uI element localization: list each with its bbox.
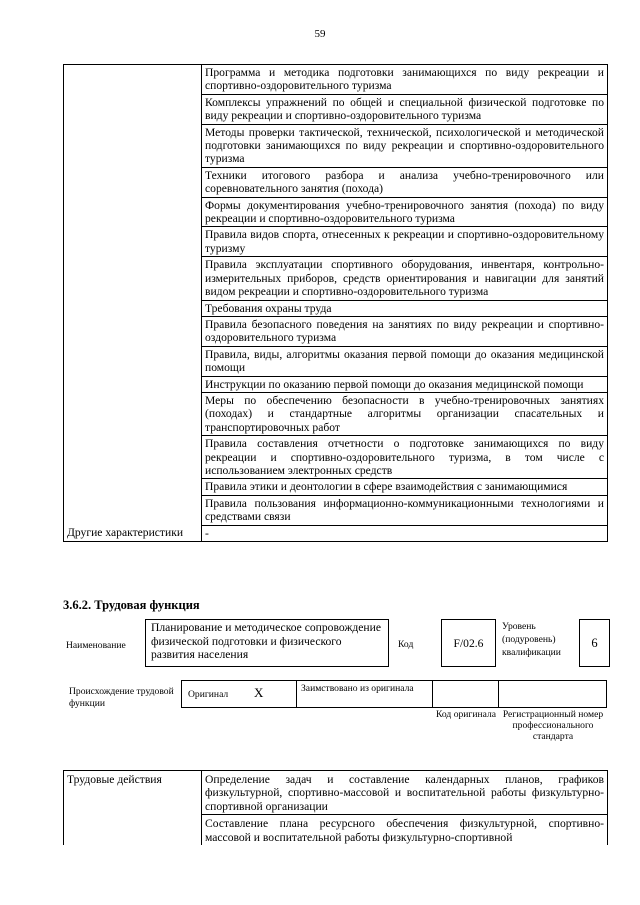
requirement-item: Формы документирования учебно-тренировочного занятия (похода) по виду рекреации и спортивно-оздоровительного туризма bbox=[202, 197, 608, 227]
reg-number-caption: Регистрационный номер профессионального стандарта bbox=[502, 709, 604, 742]
original-label: Оригинал bbox=[188, 689, 229, 700]
labor-actions-table bbox=[63, 770, 608, 845]
requirement-item: Правила эксплуатации спортивного оборудования, инвентаря, контрольно-измерительных приборов, средств ориентирования и навигации для занятий видом рекреации и спортивно-оздоровительного туризма bbox=[202, 257, 608, 300]
code-original-cell bbox=[432, 680, 499, 708]
name-label: Наименование bbox=[66, 640, 126, 651]
requirement-item: Инструкции по оказанию первой помощи до оказания медицинской помощи bbox=[202, 376, 608, 392]
requirement-row bbox=[64, 316, 608, 346]
level-label: Уровень (подуровень) квалификации bbox=[502, 621, 561, 658]
requirement-item: Правила, виды, алгоритмы оказания первой помощи до оказания медицинской помощи bbox=[202, 346, 608, 376]
requirement-category-cell bbox=[64, 479, 202, 495]
code-original-caption: Код оригинала bbox=[435, 709, 497, 720]
requirement-item: Правила безопасного поведения на занятиях по виду рекреации и спортивно-оздоровительного туризма bbox=[202, 316, 608, 346]
requirement-row bbox=[64, 257, 608, 300]
borrowed-cell bbox=[296, 680, 433, 708]
requirement-category-cell bbox=[64, 495, 202, 525]
requirement-row bbox=[64, 197, 608, 227]
other-characteristics-value: - bbox=[202, 525, 608, 541]
requirement-category-cell bbox=[64, 300, 202, 316]
requirement-item: Требования охраны труда bbox=[202, 300, 608, 316]
requirement-category-cell bbox=[64, 257, 202, 300]
requirement-category-cell bbox=[64, 316, 202, 346]
requirement-item: Правила видов спорта, отнесенных к рекреации и спортивно-оздоровительному туризму bbox=[202, 227, 608, 257]
requirement-item: Методы проверки тактической, технической, психологической и методической подготовки занимающихся по виду рекреации и спортивно-оздоровительного туризма bbox=[202, 124, 608, 167]
function-name-box: Планирование и методическое сопровождение физической подготовки и физического развития населения bbox=[145, 619, 389, 667]
origin-row bbox=[181, 680, 607, 708]
page-number: 59 bbox=[314, 28, 326, 40]
requirement-row bbox=[64, 65, 608, 95]
requirements-table bbox=[63, 64, 608, 542]
requirement-row bbox=[64, 227, 608, 257]
labor-action-row bbox=[64, 771, 608, 815]
requirement-row bbox=[64, 479, 608, 495]
requirement-row bbox=[64, 436, 608, 479]
requirement-category-cell bbox=[64, 167, 202, 197]
requirement-category-cell bbox=[64, 94, 202, 124]
requirement-category-cell bbox=[64, 227, 202, 257]
requirement-row bbox=[64, 346, 608, 376]
requirement-item: Меры по обеспечению безопасности в учебно-тренировочных занятиях (походах) и стандартные алгоритмы организации спасательных и транспортировочных работ bbox=[202, 392, 608, 435]
code-label: Код bbox=[398, 639, 414, 650]
requirement-row bbox=[64, 94, 608, 124]
requirement-row bbox=[64, 392, 608, 435]
requirement-item: Правила этики и деонтологии в сфере взаимодействия с занимающимися bbox=[202, 479, 608, 495]
requirement-row bbox=[64, 495, 608, 525]
requirement-category-cell bbox=[64, 65, 202, 95]
requirement-category-cell bbox=[64, 376, 202, 392]
requirement-category-cell bbox=[64, 124, 202, 167]
requirement-category-cell bbox=[64, 197, 202, 227]
labor-actions-label: Трудовые действия bbox=[64, 771, 202, 846]
requirement-item: Комплексы упражнений по общей и специальной физической подготовке по виду рекреации и спортивно-оздоровительного туризма bbox=[202, 94, 608, 124]
borrowed-label: Заимствовано из оригинала bbox=[301, 683, 414, 694]
requirement-row bbox=[64, 376, 608, 392]
requirement-item: Правила пользования информационно-коммуникационными технологиями и средствами связи bbox=[202, 495, 608, 525]
labor-action-item: Определение задач и составление календарных планов, графиков физкультурной, спортивно-массовой и воспитательной работы физкультурно-спортивной организации bbox=[202, 771, 608, 815]
other-characteristics-label: Другие характеристики bbox=[64, 525, 202, 541]
other-characteristics-row bbox=[64, 525, 608, 541]
requirement-item: Техники итогового разбора и анализа учебно-тренировочного или соревновательного занятия (похода) bbox=[202, 167, 608, 197]
original-mark: X bbox=[254, 685, 264, 700]
section-title: 3.6.2. Трудовая функция bbox=[63, 598, 200, 612]
level-box: 6 bbox=[579, 619, 610, 667]
requirement-row bbox=[64, 167, 608, 197]
requirement-category-cell bbox=[64, 436, 202, 479]
requirement-row bbox=[64, 124, 608, 167]
requirement-category-cell bbox=[64, 346, 202, 376]
labor-action-item: Составление плана ресурсного обеспечения физкультурной, спортивно-массовой и воспитательной работы физкультурно-спортивной bbox=[202, 815, 608, 845]
origin-label: Происхождение трудовой функции bbox=[69, 686, 174, 709]
reg-number-cell bbox=[498, 680, 607, 708]
requirement-item: Правила составления отчетности о подготовке занимающихся по виду рекреации и спортивно-оздоровительного туризма, в том числе с использованием электронных средств bbox=[202, 436, 608, 479]
requirement-item: Программа и методика подготовки занимающихся по виду рекреации и спортивно-оздоровительного туризма bbox=[202, 65, 608, 95]
function-code-box: F/02.6 bbox=[441, 619, 496, 667]
requirement-row bbox=[64, 300, 608, 316]
requirement-category-cell bbox=[64, 392, 202, 435]
original-cell bbox=[181, 680, 297, 708]
